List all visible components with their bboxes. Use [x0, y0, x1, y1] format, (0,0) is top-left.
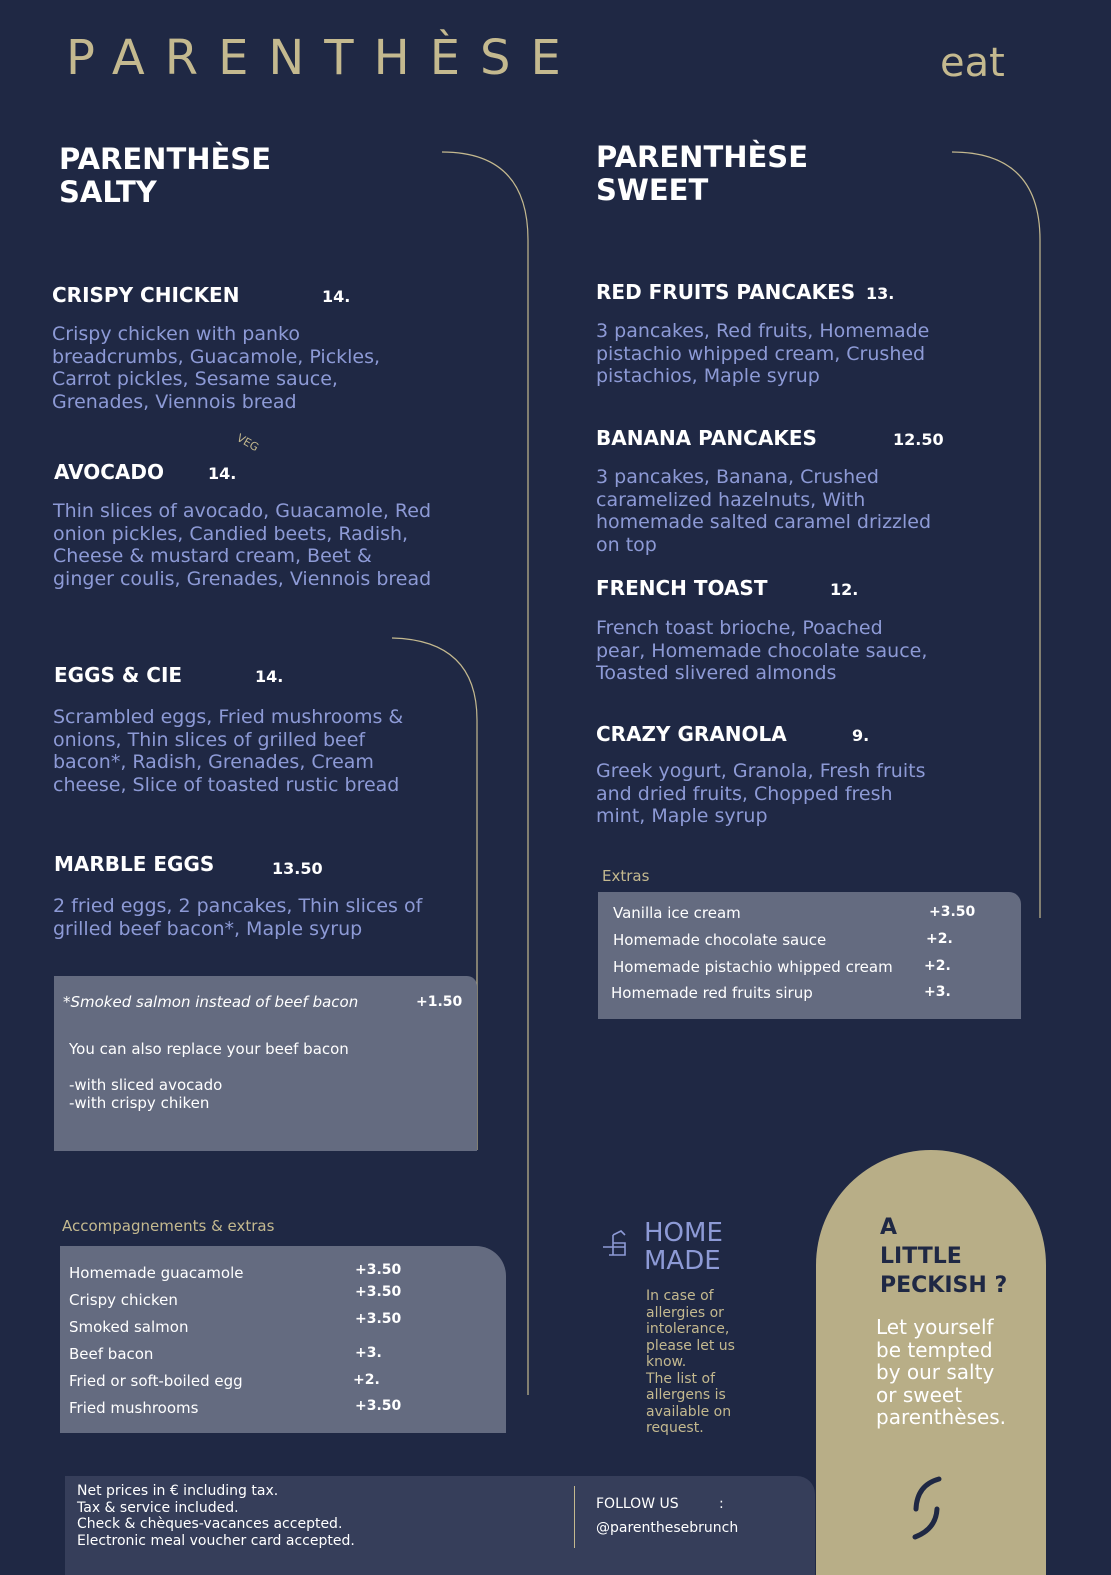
allergy-line: available on	[646, 1403, 732, 1420]
homemade-title-line2: MADE	[644, 1246, 721, 1276]
peckish-title-line: A	[880, 1215, 898, 1240]
allergy-notice	[646, 1288, 735, 1437]
sweet-title-line2: SWEET	[596, 173, 709, 207]
extra-price: +2.	[353, 1372, 380, 1388]
peckish-title-line: LITTLE	[880, 1244, 962, 1269]
item-name: MARBLE EGGS	[54, 852, 215, 876]
item-name: AVOCADO	[54, 460, 165, 484]
homemade-title-line1: HOME	[644, 1218, 723, 1248]
peckish-text-line: parenthèses.	[876, 1405, 1007, 1429]
salty-title-line1: PARENTHÈSE	[59, 142, 272, 176]
brand-logo: PARENTHÈSE	[66, 30, 581, 86]
extra-price: +2.	[926, 931, 953, 947]
item-price: 14.	[322, 287, 351, 306]
item-price: 14.	[208, 464, 237, 483]
item-description: French toast brioche, Poached pear, Homemade chocolate sauce, Toasted slivered almonds	[596, 617, 928, 685]
item-price: 12.50	[893, 430, 944, 449]
sweet-title-line1: PARENTHÈSE	[596, 140, 809, 174]
replace-option: -with crispy chiken	[69, 1094, 210, 1112]
sweet-extras-label: Extras	[602, 867, 650, 885]
home-icon	[600, 1229, 630, 1257]
item-price: 12.	[830, 580, 859, 599]
peckish-text	[876, 1316, 1006, 1429]
smoked-salmon-option: *Smoked salmon instead of beef bacon	[63, 993, 359, 1011]
allergy-line: intolerance,	[646, 1321, 730, 1337]
extra-name: Homemade red fruits sirup	[611, 984, 813, 1002]
peckish-text-line: by our salty	[876, 1360, 995, 1384]
veg-badge-text: VEG	[234, 431, 261, 455]
item-name: FRENCH TOAST	[596, 576, 768, 600]
allergy-line: allergens is	[646, 1387, 726, 1403]
smoked-salmon-price: +1.50	[416, 994, 463, 1010]
allergy-line: allergies or	[646, 1304, 724, 1321]
extra-price: +3.50	[355, 1398, 402, 1414]
footer-divider	[574, 1486, 575, 1548]
homemade-title	[644, 1219, 723, 1275]
footer	[65, 1476, 815, 1575]
extra-name: Vanilla ice cream	[613, 904, 741, 922]
item-description: Scrambled eggs, Fried mushrooms & onions, Thin slices of grilled beef bacon*, Radish, Grenades, Cream cheese, Slice of toasted rustic bread	[53, 706, 404, 796]
item-price: 9.	[852, 726, 870, 745]
veg-badge	[232, 430, 272, 470]
peckish-card	[816, 1150, 1046, 1575]
item-price: 13.	[866, 284, 895, 303]
extra-price: +3.50	[929, 904, 976, 920]
salty-title-line2: SALTY	[59, 175, 157, 209]
peckish-title-line: PECKISH ?	[880, 1273, 1008, 1298]
extra-name: Fried mushrooms	[69, 1399, 199, 1417]
extra-name: Homemade guacamole	[69, 1264, 244, 1282]
peckish-title	[880, 1213, 1007, 1300]
extra-name: Smoked salmon	[69, 1318, 189, 1336]
peckish-text-line: be tempted	[876, 1337, 993, 1362]
extra-name: Crispy chicken	[69, 1291, 178, 1309]
item-name: RED FRUITS PANCAKES	[596, 280, 856, 304]
sweet-extras-panel	[598, 892, 1021, 1019]
item-description: Greek yogurt, Granola, Fresh fruits and dried fruits, Chopped fresh mint, Maple syrup	[596, 760, 926, 828]
extra-price: +3.	[924, 984, 951, 1000]
item-name: CRISPY CHICKEN	[52, 283, 240, 307]
item-price: 14.	[255, 667, 284, 686]
replace-option: -with sliced avocado	[69, 1076, 223, 1094]
extra-price: +3.50	[355, 1284, 402, 1300]
item-name: BANANA PANCAKES	[596, 426, 817, 450]
peckish-text-line: Let yourself	[876, 1315, 994, 1339]
extra-name: Homemade chocolate sauce	[613, 931, 827, 949]
sweet-title	[596, 141, 808, 207]
peckish-text-line: or sweet	[876, 1382, 963, 1407]
item-name: CRAZY GRANOLA	[596, 722, 787, 746]
item-description: Thin slices of avocado, Guacamole, Red onion pickles, Candied beets, Radish, Cheese & mustard cream, Beet & ginger coulis, Grenades, Viennois bread	[53, 500, 432, 590]
extra-price: +3.50	[355, 1311, 402, 1327]
salty-title	[59, 143, 271, 209]
accompaniments-label: Accompagnements & extras	[62, 1217, 275, 1235]
substitution-panel	[54, 976, 477, 1151]
legal-info	[77, 1483, 355, 1549]
extra-price: +2.	[924, 958, 951, 974]
item-description: 3 pancakes, Red fruits, Homemade pistachio whipped cream, Crushed pistachios, Maple syrup	[596, 320, 930, 388]
allergy-line: In case of	[646, 1288, 714, 1304]
legal-line: Check & chèques-vacances accepted.	[77, 1516, 343, 1532]
allergy-line: know.	[646, 1354, 687, 1370]
legal-line: Net prices in € including tax.	[77, 1483, 279, 1499]
section-label: eat	[940, 40, 1005, 86]
allergy-line: request.	[646, 1420, 704, 1436]
extra-name: Beef bacon	[69, 1345, 154, 1363]
item-price: 13.50	[272, 859, 323, 878]
parenthesis-logo-icon	[909, 1475, 945, 1541]
extra-name: Fried or soft-boiled egg	[69, 1372, 243, 1390]
item-description: Crispy chicken with panko breadcrumbs, Guacamole, Pickles, Carrot pickles, Sesame sauce, Grenades, Viennois bread	[52, 323, 381, 413]
extra-price: +3.	[355, 1345, 382, 1361]
allergy-line: The list of	[646, 1370, 715, 1387]
social-handle[interactable]: @parenthesebrunch	[596, 1520, 739, 1536]
extra-price: +3.50	[355, 1262, 402, 1278]
legal-line: Electronic meal voucher card accepted.	[77, 1532, 355, 1549]
follow-us-label: FOLLOW US	[596, 1496, 679, 1512]
accompaniments-panel	[60, 1246, 506, 1433]
legal-line: Tax & service included.	[77, 1499, 239, 1516]
extra-name: Homemade pistachio whipped cream	[613, 958, 893, 976]
replace-note: You can also replace your beef bacon	[69, 1040, 349, 1058]
item-description: 3 pancakes, Banana, Crushed caramelized hazelnuts, With homemade salted caramel drizzled on top	[596, 466, 932, 556]
item-description: 2 fried eggs, 2 pancakes, Thin slices of grilled beef bacon*, Maple syrup	[53, 895, 423, 940]
allergy-line: please let us	[646, 1337, 735, 1354]
follow-us-colon: :	[719, 1496, 724, 1512]
item-name: EGGS & CIE	[54, 663, 183, 687]
